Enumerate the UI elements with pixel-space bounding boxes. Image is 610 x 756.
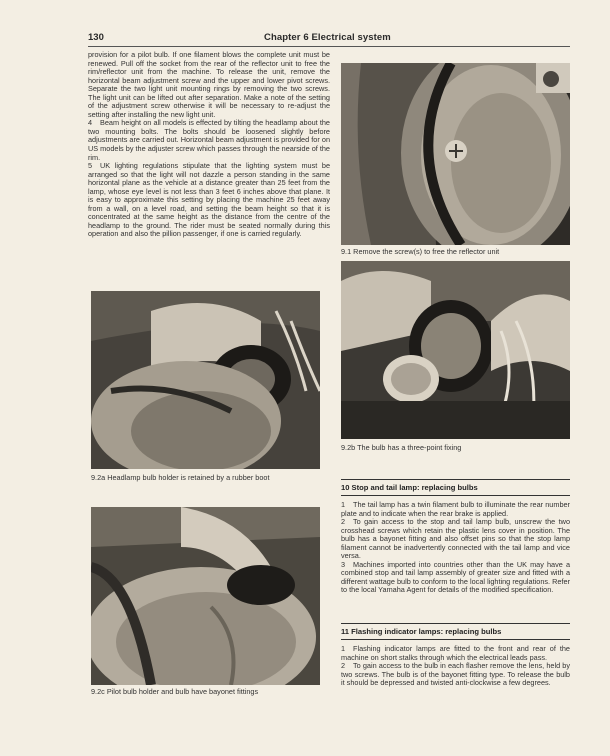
caption-9-1: 9.1 Remove the screw(s) to free the reflector unit <box>341 247 500 256</box>
photo-9-2a <box>91 291 320 469</box>
page-number: 130 <box>88 32 104 43</box>
paragraph: 4 Beam height on all models is effected by tilting the headlamp about the two mounting bolts. The bolts should be loosened slightly before adjustments are carried out. Horizontal beam adjustment is provided for on US models by the adjuster screw which passes through the nearside of the rim. <box>88 118 330 162</box>
paragraph: 5 UK lighting regulations stipulate that the lighting system must be arranged so that the light will not dazzle a person standing in the same horizontal plane as the vehicle at a distance greater than 25 feet from the lamp, whose eye level is not less than 3 feet 6 inches above that plane. It is easy to approximate this setting by placing the machine 25 feet away from a wall, on a level road, and setting the beam height so that it is concentrated at the same height as the distance from the centre of the headlamp to the ground. The rider must be seated normally during this operation and also the pillion passenger, if one is carried regularly. <box>88 161 330 239</box>
paragraph: 2 To gain access to the bulb in each flasher remove the lens, held by two screws. The bulb is of the bayonet fitting type. To release the bulb it should be depressed and twisted anti-clockwise a few degrees. <box>341 661 570 688</box>
caption-9-2c: 9.2c Pilot bulb holder and bulb have bayonet fittings <box>91 687 259 696</box>
photo-9-2b <box>341 261 570 439</box>
paragraph: provision for a pilot bulb. If one filament blows the complete unit must be renewed. Pull off the socket from the rear of the reflector unit to free the rim/reflector unit from the machine. To release the unit, remove the horizontal beam adjustment screw and the upper and lower pivot screws. Separate the two light unit mounting rings by removing the two screws. The light unit can be lifted out after separation. Make a note of the setting of the adjustment screw otherwise it will be necessary to re-adjust the setting after installing the new light unit. <box>88 50 330 119</box>
section-10-top-rule <box>341 479 570 480</box>
photo-9-1 <box>341 63 570 245</box>
section-11-text <box>341 645 570 688</box>
header-rule <box>88 46 570 47</box>
paragraph: 3 Machines imported into countries other than the UK may have a combined stop and tail lamp assembly of greater size and fitted with a different wattage bulb to conform to the local lighting regulations. Refer to the local Yamaha Agent for details of the modified specification. <box>341 559 570 595</box>
section-10-heading: 10 Stop and tail lamp: replacing bulbs <box>341 483 478 492</box>
paragraph: 1 The tail lamp has a twin filament bulb to illuminate the rear number plate and to indicate when the rear brake is applied. <box>341 500 570 518</box>
caption-9-2a: 9.2a Headlamp bulb holder is retained by a rubber boot <box>91 473 270 482</box>
section-11-bottom-rule <box>341 639 570 640</box>
section-10-text <box>341 501 570 595</box>
section-11-top-rule <box>341 623 570 624</box>
section-11-heading: 11 Flashing indicator lamps: replacing bulbs <box>341 627 502 636</box>
photo-9-2c <box>91 507 320 685</box>
section-10-bottom-rule <box>341 495 570 496</box>
paragraph: 2 To gain access to the stop and tail lamp bulb, unscrew the two crosshead screws which retain the plastic lens cover in position. The bulb has a bayonet fitting and also offset pins so that the stop lamp filament cannot be inadvertently connected with the tail lamp and vice versa. <box>341 517 570 561</box>
chapter-title: Chapter 6 Electrical system <box>264 32 391 43</box>
caption-9-2b: 9.2b The bulb has a three-point fixing <box>341 443 462 452</box>
left-column-text <box>88 51 330 239</box>
paragraph: 1 Flashing indicator lamps are fitted to the front and rear of the machine on short stalks through which the electrical leads pass. <box>341 644 570 662</box>
